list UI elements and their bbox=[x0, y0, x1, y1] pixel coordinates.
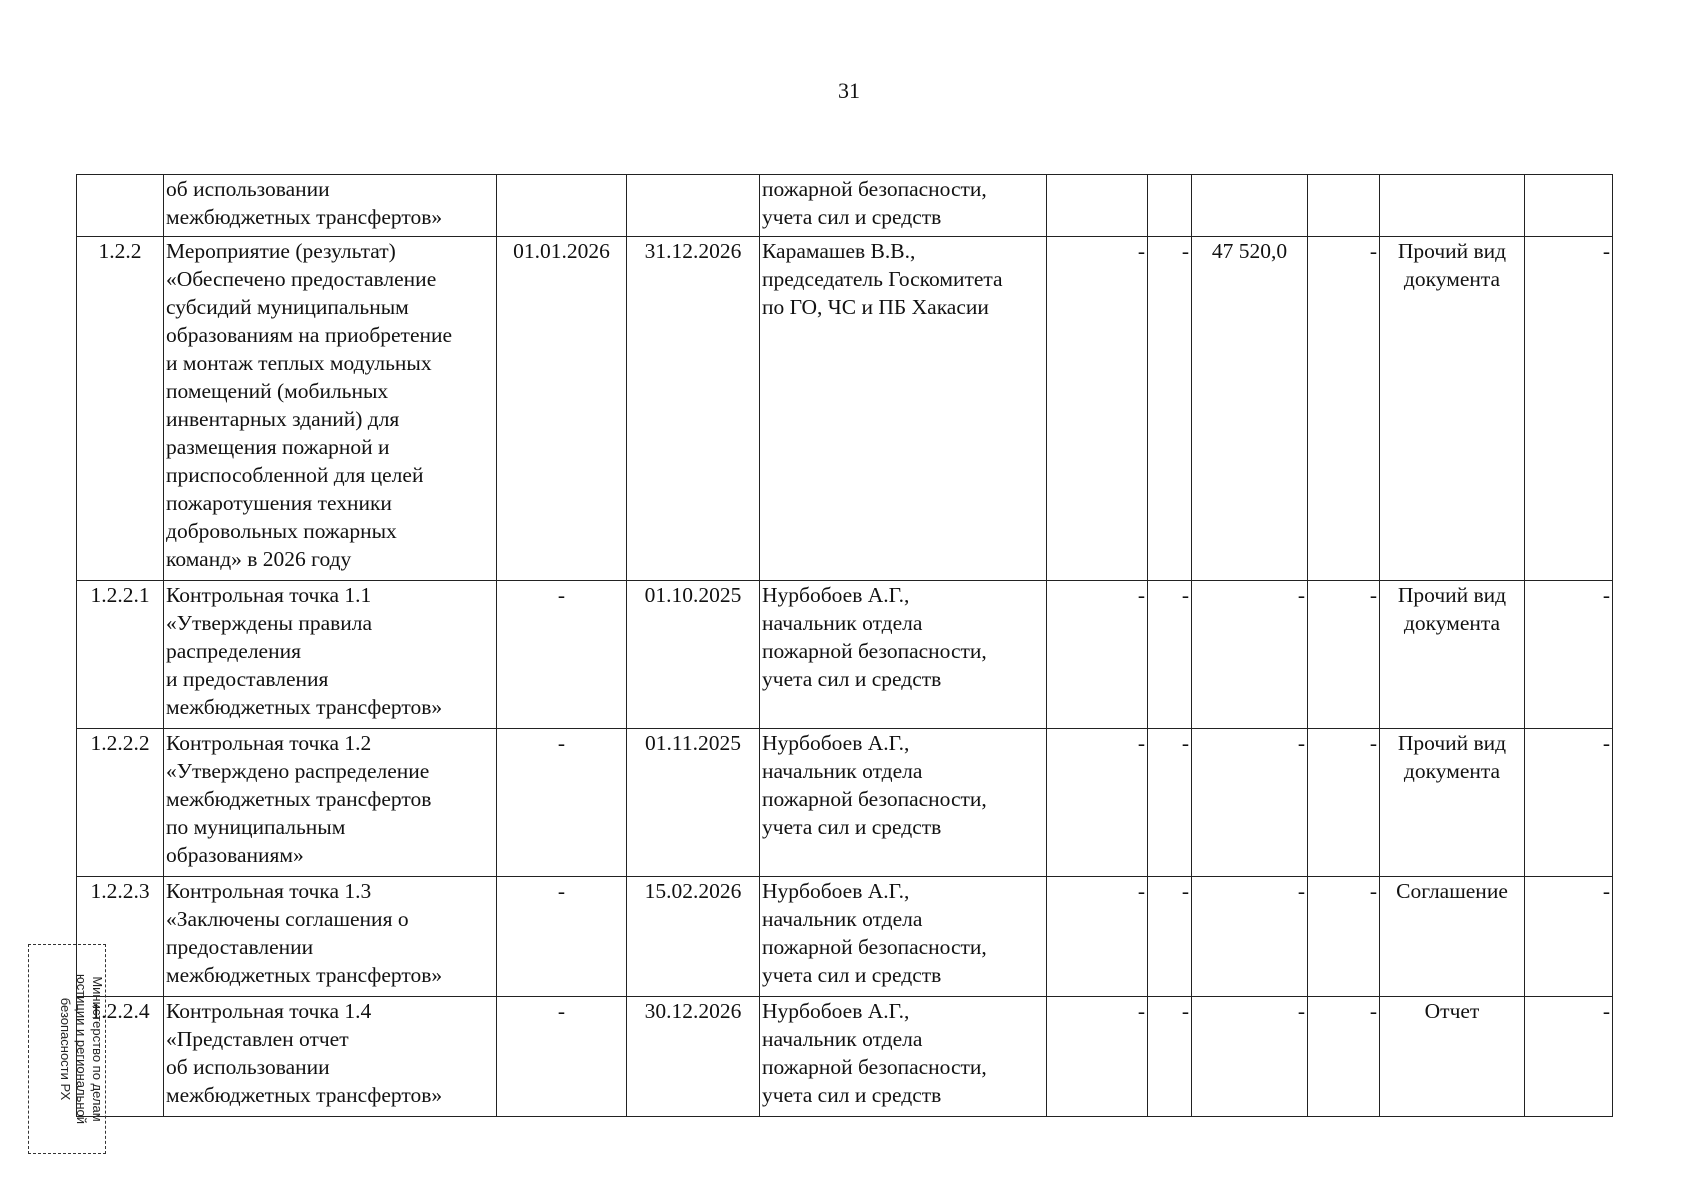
value-cell: - bbox=[1525, 729, 1613, 877]
document-type: Прочий вид документа bbox=[1380, 729, 1525, 877]
value-cell bbox=[1148, 175, 1192, 237]
value-cell: - bbox=[1192, 997, 1308, 1117]
end-date: 15.02.2026 bbox=[627, 877, 760, 997]
table-row bbox=[77, 877, 1613, 997]
responsible-person: Нурбобоев А.Г., начальник отдела пожарной безопасности, учета сил и средств bbox=[760, 877, 1047, 997]
document-type: Соглашение bbox=[1380, 877, 1525, 997]
table-row bbox=[77, 237, 1613, 581]
value-cell: - bbox=[1308, 877, 1380, 997]
value-cell: - bbox=[1192, 877, 1308, 997]
document-type: Прочий вид документа bbox=[1380, 581, 1525, 729]
document-type bbox=[1380, 175, 1525, 237]
row-number bbox=[77, 175, 164, 237]
responsible-person: Нурбобоев А.Г., начальник отдела пожарной безопасности, учета сил и средств bbox=[760, 581, 1047, 729]
value-cell bbox=[1525, 175, 1613, 237]
value-cell: - bbox=[1192, 729, 1308, 877]
event-name: Контрольная точка 1.1 «Утверждены правила распределения и предоставления межбюджетных трансфертов» bbox=[164, 581, 497, 729]
value-cell: - bbox=[1308, 581, 1380, 729]
value-cell: - bbox=[1148, 729, 1192, 877]
value-cell: - bbox=[1192, 581, 1308, 729]
value-cell: - bbox=[1308, 237, 1380, 581]
event-name: Контрольная точка 1.4 «Представлен отчет об использовании межбюджетных трансфертов» bbox=[164, 997, 497, 1117]
row-number: 1.2.2.1 bbox=[77, 581, 164, 729]
start-date: 01.01.2026 bbox=[497, 237, 627, 581]
value-cell bbox=[1047, 175, 1148, 237]
event-name: Мероприятие (результат) «Обеспечено предоставление субсидий муниципальным образованиям на приобретение и монтаж теплых модульных помещений (мобильных инвентарных зданий) для размещения пожарной и приспособленной для целей пожаротушения техники добровольных пожарных команд» в 2026 году bbox=[164, 237, 497, 581]
value-cell bbox=[1192, 175, 1308, 237]
value-cell bbox=[1308, 175, 1380, 237]
value-cell: - bbox=[1047, 997, 1148, 1117]
row-number: 1.2.2.4 bbox=[77, 997, 164, 1117]
value-cell: - bbox=[1047, 877, 1148, 997]
value-cell: - bbox=[1047, 729, 1148, 877]
responsible-person: пожарной безопасности, учета сил и средств bbox=[760, 175, 1047, 237]
responsible-person: Карамашев В.В., председатель Госкомитета по ГО, ЧС и ПБ Хакасии bbox=[760, 237, 1047, 581]
value-cell: - bbox=[1148, 581, 1192, 729]
value-cell: - bbox=[1148, 997, 1192, 1117]
budget-amount: 47 520,0 bbox=[1192, 237, 1308, 581]
responsible-person: Нурбобоев А.Г., начальник отдела пожарной безопасности, учета сил и средств bbox=[760, 997, 1047, 1117]
end-date: 30.12.2026 bbox=[627, 997, 760, 1117]
value-cell: - bbox=[1148, 877, 1192, 997]
document-type: Отчет bbox=[1380, 997, 1525, 1117]
value-cell: - bbox=[1525, 581, 1613, 729]
value-cell: - bbox=[1308, 997, 1380, 1117]
end-date: 01.11.2025 bbox=[627, 729, 760, 877]
event-name: Контрольная точка 1.3 «Заключены соглашения о предоставлении межбюджетных трансфертов» bbox=[164, 877, 497, 997]
stamp-text: Министерство по делам юстиции и региональной безопасности РХ bbox=[58, 973, 105, 1125]
document-type: Прочий вид документа bbox=[1380, 237, 1525, 581]
value-cell: - bbox=[1148, 237, 1192, 581]
registration-stamp bbox=[28, 944, 106, 1154]
row-number: 1.2.2.2 bbox=[77, 729, 164, 877]
table-row bbox=[77, 729, 1613, 877]
end-date: 01.10.2025 bbox=[627, 581, 760, 729]
value-cell: - bbox=[1308, 729, 1380, 877]
table-row bbox=[77, 175, 1613, 237]
end-date: 31.12.2026 bbox=[627, 237, 760, 581]
end-date bbox=[627, 175, 760, 237]
row-number: 1.2.2.3 bbox=[77, 877, 164, 997]
value-cell: - bbox=[1047, 581, 1148, 729]
start-date: - bbox=[497, 877, 627, 997]
start-date bbox=[497, 175, 627, 237]
table-row bbox=[77, 997, 1613, 1117]
value-cell: - bbox=[1525, 237, 1613, 581]
page-number: 31 bbox=[838, 78, 860, 103]
start-date: - bbox=[497, 997, 627, 1117]
event-name: Контрольная точка 1.2 «Утверждено распределение межбюджетных трансфертов по муниципальным образованиям» bbox=[164, 729, 497, 877]
events-table bbox=[76, 174, 1613, 1117]
start-date: - bbox=[497, 729, 627, 877]
table-row bbox=[77, 581, 1613, 729]
value-cell: - bbox=[1047, 237, 1148, 581]
row-number: 1.2.2 bbox=[77, 237, 164, 581]
value-cell: - bbox=[1525, 997, 1613, 1117]
start-date: - bbox=[497, 581, 627, 729]
value-cell: - bbox=[1525, 877, 1613, 997]
event-name: об использовании межбюджетных трансфертов» bbox=[164, 175, 497, 237]
responsible-person: Нурбобоев А.Г., начальник отдела пожарной безопасности, учета сил и средств bbox=[760, 729, 1047, 877]
